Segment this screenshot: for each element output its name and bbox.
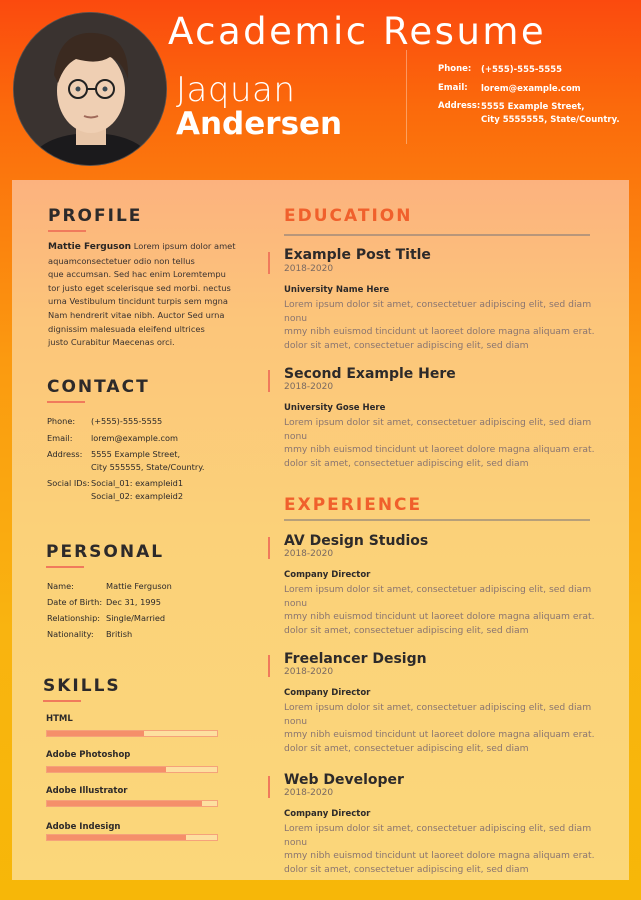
personal-label: Name:	[47, 581, 74, 591]
contact-phone-value: (+555)-555-5555	[91, 416, 163, 426]
experience-entry-years: 2018-2020	[284, 549, 334, 559]
entry-accent-bar	[268, 252, 270, 274]
desc-line: mmy nibh euismod tincidunt ut laoreet dolore magna aliquam erat.	[284, 611, 595, 622]
personal-value: Mattie Ferguson	[106, 581, 172, 591]
contact-address-label: Address:	[47, 449, 83, 459]
experience-entry-title: AV Design Studios	[284, 533, 429, 549]
education-entry-desc	[284, 416, 604, 470]
profile-line: Nam hendrerit vitae nibh. Auctor Sed urna	[48, 309, 225, 320]
experience-entry-title: Freelancer Design	[284, 651, 427, 667]
experience-entry-desc	[284, 583, 604, 637]
contact-social-1[interactable]: Social_01: exampleid1	[91, 478, 184, 488]
entry-accent-bar	[268, 655, 270, 677]
skills-underline	[43, 700, 81, 702]
personal-value: British	[106, 629, 133, 639]
personal-row	[47, 628, 247, 642]
contact-underline	[47, 401, 85, 403]
header-address-label: Address:	[438, 101, 481, 111]
education-entry-title: Example Post Title	[284, 247, 431, 263]
profile-line: Lorem ipsum dolor amet	[131, 241, 236, 251]
header-phone	[438, 64, 562, 77]
contact-social-label: Social IDs:	[47, 478, 90, 488]
desc-line: mmy nibh euismod tincidunt ut laoreet dolore magna aliquam erat.	[284, 850, 595, 861]
profile-line: que accumsan. Sed hac enim Loremtempu	[48, 269, 226, 280]
desc-line: mmy nibh euismod tincidunt ut laoreet dolore magna aliquam erat.	[284, 326, 595, 337]
entry-accent-bar	[268, 370, 270, 392]
skill-bar-track	[46, 834, 218, 841]
personal-label: Relationship:	[47, 613, 101, 623]
personal-value: Dec 31, 1995	[106, 597, 161, 607]
contact-phone	[47, 415, 247, 429]
experience-rule	[284, 519, 590, 521]
contact-email-value[interactable]: lorem@example.com	[91, 433, 178, 443]
contact-email	[47, 432, 247, 446]
skill-label: HTML	[46, 714, 73, 724]
contact-address-line2: City 555555, State/Country.	[91, 462, 205, 472]
skill-bar-track	[46, 766, 218, 773]
skills-heading: SKILLS	[43, 676, 121, 696]
desc-line: Lorem ipsum dolor sit amet, consectetuer adipiscing elit, sed diam nonu	[284, 584, 592, 609]
desc-line: Lorem ipsum dolor sit amet, consectetuer adipiscing elit, sed diam nonu	[284, 417, 592, 442]
education-entry-title: Second Example Here	[284, 366, 456, 382]
desc-line: Lorem ipsum dolor sit amet, consectetuer adipiscing elit, sed diam nonu	[284, 823, 592, 848]
desc-line: dolor sit amet, consectetuer adipiscing elit, sed diam	[284, 457, 529, 469]
contact-address-line1: 5555 Example Street,	[91, 449, 181, 459]
experience-entry-subtitle: Company Director	[284, 570, 371, 580]
profile-line: justo Curabitur Maecenas orci.	[48, 337, 175, 348]
skill-label: Adobe Illustrator	[46, 786, 128, 796]
education-heading: EDUCATION	[284, 206, 413, 226]
contact-email-label: Email:	[47, 433, 73, 443]
skill-bar-fill	[47, 767, 166, 772]
experience-entry-subtitle: Company Director	[284, 688, 371, 698]
experience-entry-subtitle: Company Director	[284, 809, 371, 819]
profile-line: aquamconsectetuer odio non tellus	[48, 255, 195, 266]
contact-heading: CONTACT	[47, 377, 150, 397]
profile-underline	[48, 230, 86, 232]
header-address-line2: City 5555555, State/Country.	[481, 115, 620, 125]
skill-bar-track	[46, 730, 218, 737]
experience-entry-title: Web Developer	[284, 772, 404, 788]
header-address-line1: 5555 Example Street,	[481, 102, 585, 112]
entry-accent-bar	[268, 537, 270, 559]
profile-photo	[13, 12, 167, 166]
header-address	[438, 101, 620, 127]
personal-row	[47, 612, 247, 626]
profile-line: dignissim malesuada eleifend ultrices	[48, 323, 205, 334]
personal-row	[47, 596, 247, 610]
desc-line: dolor sit amet, consectetuer adipiscing elit, sed diam	[284, 742, 529, 754]
desc-line: dolor sit amet, consectetuer adipiscing elit, sed diam	[284, 863, 529, 875]
education-entry-subtitle: University Gose Here	[284, 403, 386, 413]
contact-phone-label: Phone:	[47, 416, 76, 426]
last-name: Andersen	[176, 106, 343, 142]
resume-title: Academic Resume	[168, 10, 547, 53]
personal-value: Single/Married	[106, 613, 166, 623]
desc-line: dolor sit amet, consectetuer adipiscing elit, sed diam	[284, 339, 529, 351]
experience-heading: EXPERIENCE	[284, 495, 423, 515]
education-entry-subtitle: University Name Here	[284, 285, 390, 295]
experience-entry-desc	[284, 822, 604, 876]
experience-entry-desc	[284, 701, 604, 755]
desc-line: mmy nibh euismod tincidunt ut laoreet dolore magna aliquam erat.	[284, 729, 595, 740]
header-divider	[406, 50, 407, 144]
entry-accent-bar	[268, 776, 270, 798]
profile-heading: PROFILE	[48, 206, 143, 226]
personal-underline	[46, 566, 84, 568]
header-phone-label: Phone:	[438, 64, 472, 74]
education-entry-years: 2018-2020	[284, 264, 334, 274]
desc-line: Lorem ipsum dolor sit amet, consectetuer adipiscing elit, sed diam nonu	[284, 702, 592, 727]
experience-entry-years: 2018-2020	[284, 788, 334, 798]
personal-heading: PERSONAL	[46, 542, 165, 562]
personal-label: Date of Birth:	[47, 597, 103, 607]
header-phone-value: (+555)-555-5555	[481, 65, 563, 75]
desc-line: mmy nibh euismod tincidunt ut laoreet dolore magna aliquam erat.	[284, 444, 595, 455]
contact-social-2[interactable]: Social_02: exampleid2	[91, 491, 184, 501]
education-rule	[284, 234, 590, 236]
experience-entry-years: 2018-2020	[284, 667, 334, 677]
contact-address	[47, 448, 247, 476]
skill-bar-fill	[47, 731, 144, 736]
personal-row	[47, 580, 247, 594]
desc-line: dolor sit amet, consectetuer adipiscing elit, sed diam	[284, 624, 529, 636]
profile-line: tor justo eget scelerisque sed morbi. nectus	[48, 282, 231, 293]
skill-bar-track	[46, 800, 218, 807]
header-email-label: Email:	[438, 83, 468, 93]
first-name: Jaquan	[176, 70, 296, 110]
contact-social	[47, 477, 247, 505]
profile-line: urna Vestibulum tincidunt turpis sem mgna	[48, 296, 228, 307]
personal-label: Nationality:	[47, 629, 94, 639]
desc-line: Lorem ipsum dolor sit amet, consectetuer adipiscing elit, sed diam nonu	[284, 299, 592, 324]
skill-label: Adobe Photoshop	[46, 750, 131, 760]
education-entry-desc	[284, 298, 604, 352]
profile-name: Mattie Ferguson	[48, 242, 132, 252]
header-email	[438, 83, 581, 96]
header-email-value[interactable]: lorem@example.com	[481, 84, 581, 94]
profile-text	[48, 240, 238, 350]
skill-bar-fill	[47, 835, 186, 840]
education-entry-years: 2018-2020	[284, 382, 334, 392]
skill-label: Adobe Indesign	[46, 822, 121, 832]
skill-bar-fill	[47, 801, 202, 806]
